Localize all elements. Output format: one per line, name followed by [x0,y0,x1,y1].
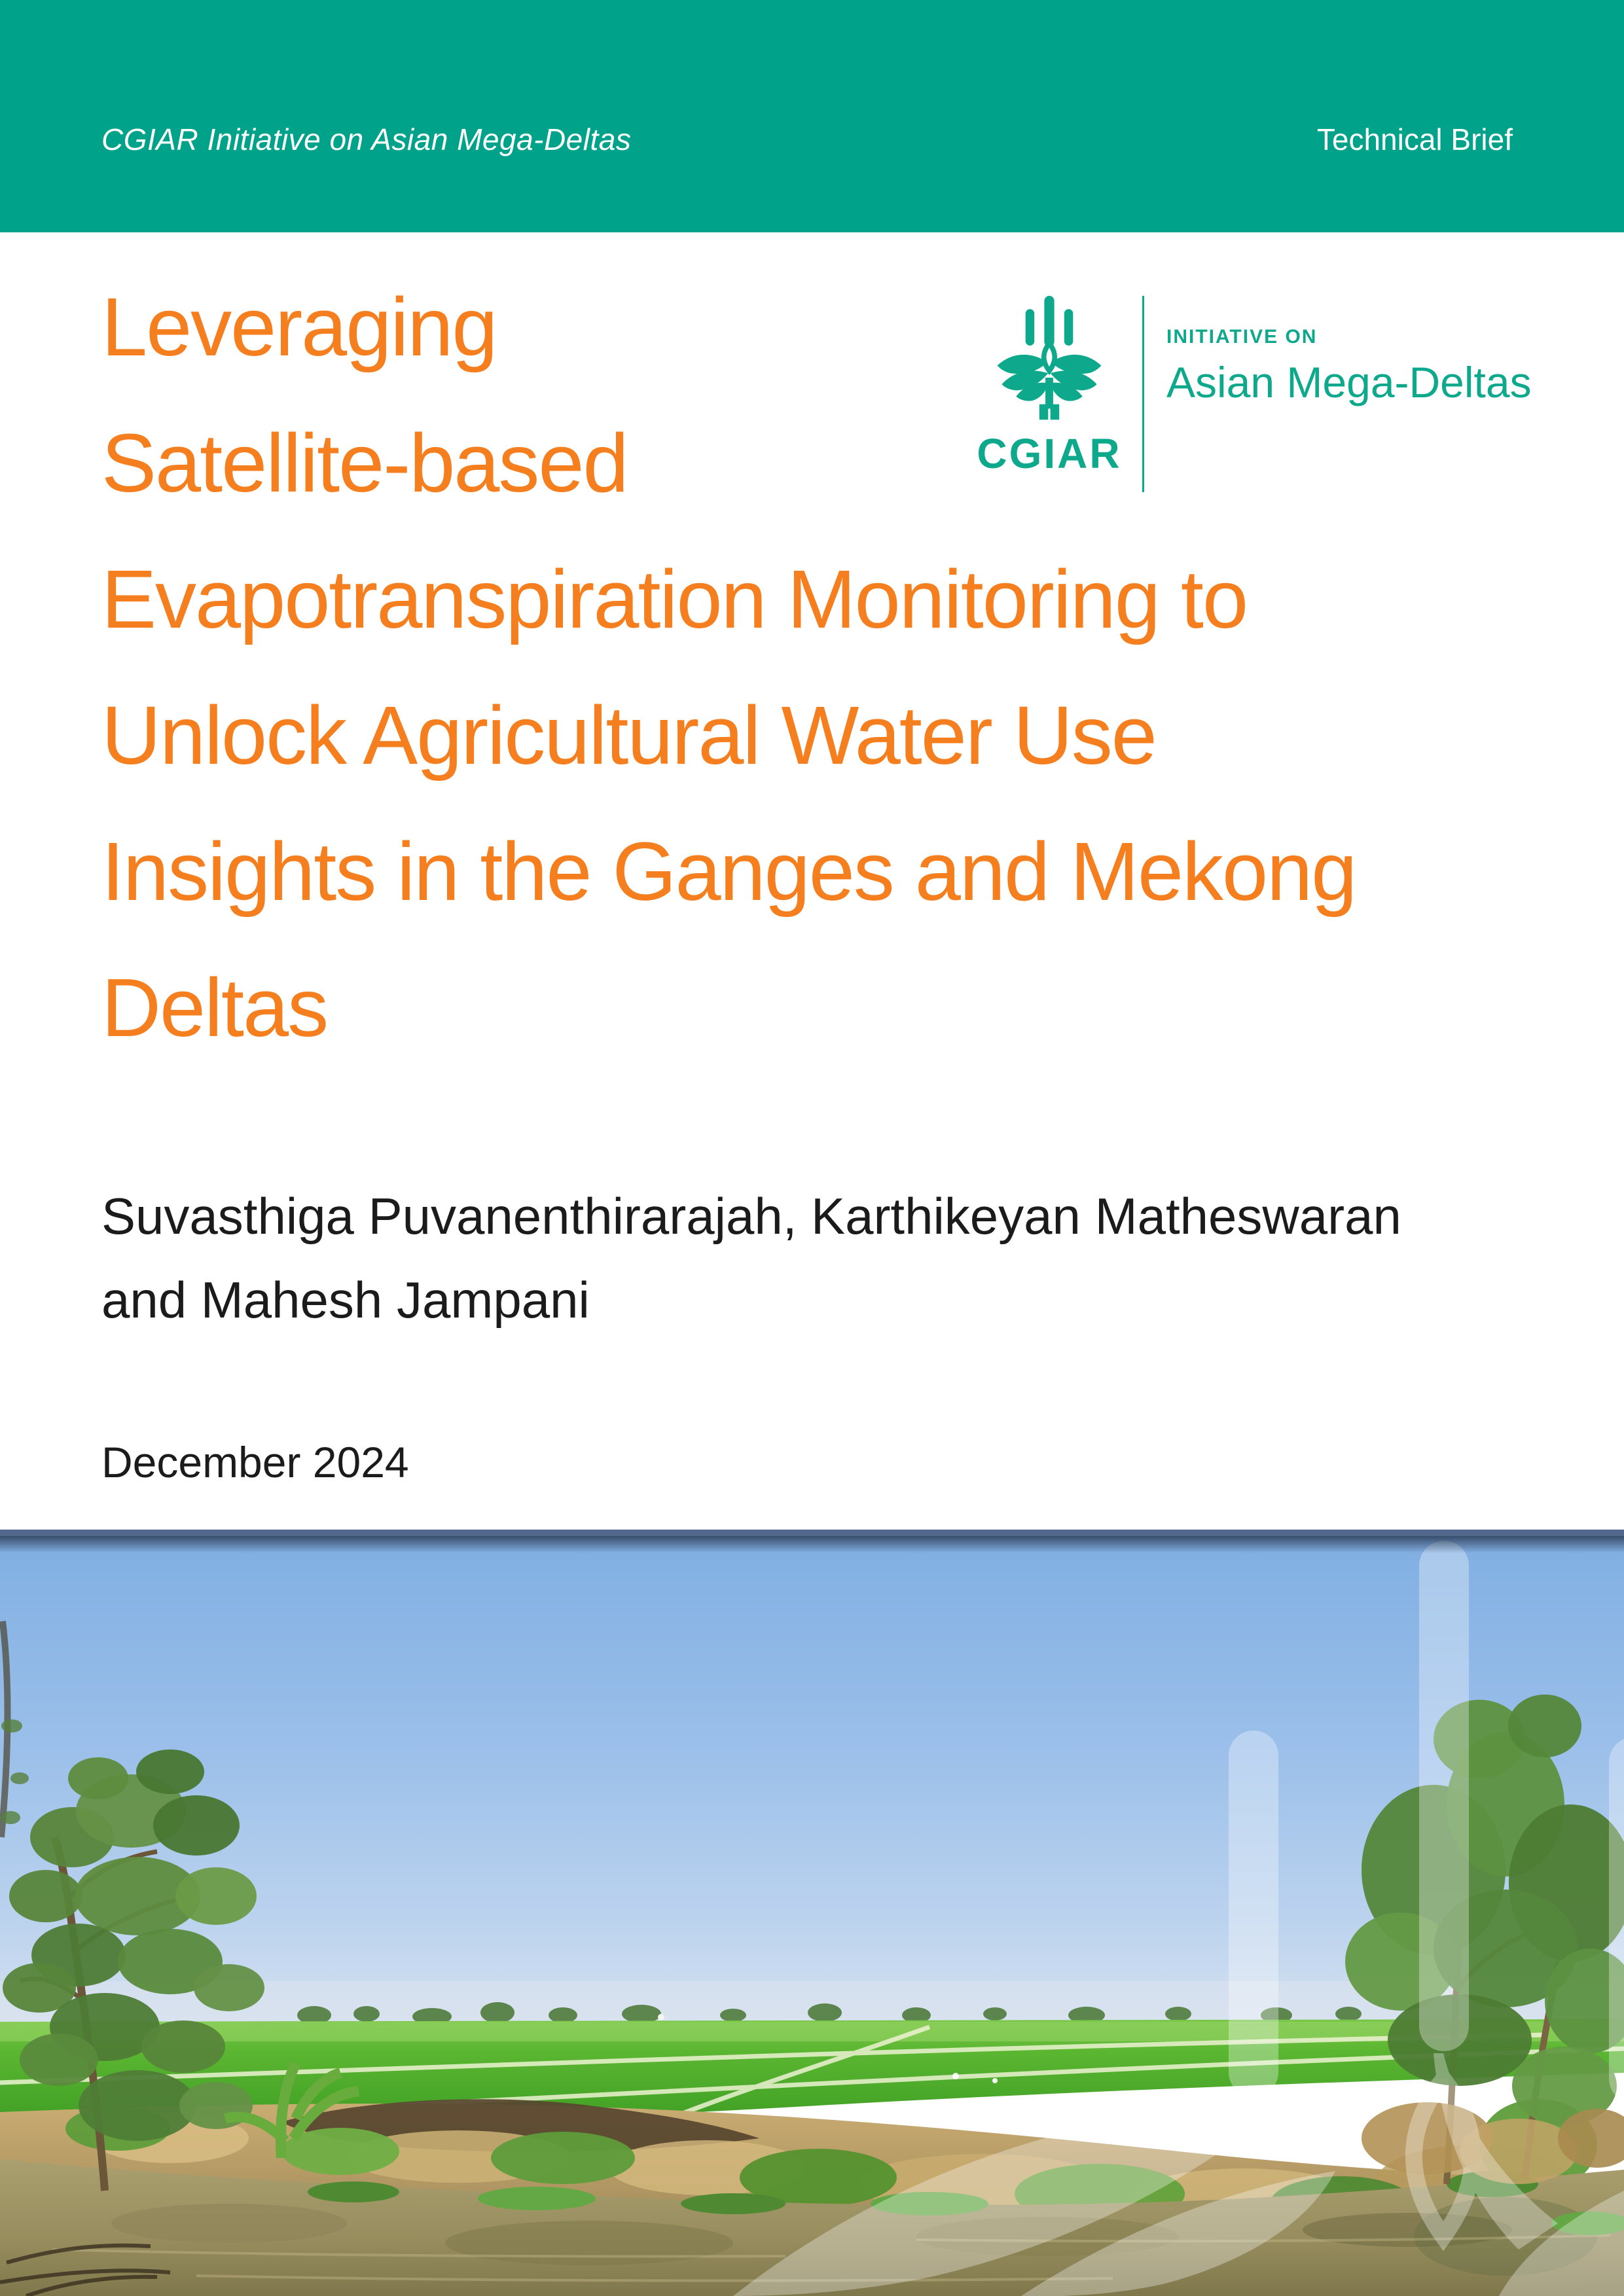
cover-photo [0,1530,1624,2296]
authors-line: and Mahesh Jampani [101,1271,590,1329]
header-series-title: CGIAR Initiative on Asian Mega-Deltas [101,122,632,156]
authors [101,1174,1401,1342]
title-line: Insights in the Ganges and Mekong [101,825,1356,918]
header-doc-type: Technical Brief [1316,122,1513,156]
logo-initiative-name: Asian Mega-Deltas [1166,358,1532,406]
delta-landscape-illustration [0,1530,1624,2296]
authors-line: Suvasthiga Puvanenthirarajah, Karthikeyan Matheswaran [101,1187,1401,1245]
page-title [101,259,1356,1076]
title-line: Satellite-based [101,417,628,509]
title-line: Leveraging [101,281,497,373]
title-line: Deltas [101,961,328,1054]
title-line: Evapotranspiration Monitoring to [101,553,1248,645]
cgiar-wordmark: CGIAR [977,430,1122,477]
header-band [0,0,1624,232]
publication-date: December 2024 [101,1438,409,1486]
title-line: Unlock Agricultural Water Use [101,689,1156,781]
logo-initiative-label: INITIATIVE ON [1166,326,1318,348]
